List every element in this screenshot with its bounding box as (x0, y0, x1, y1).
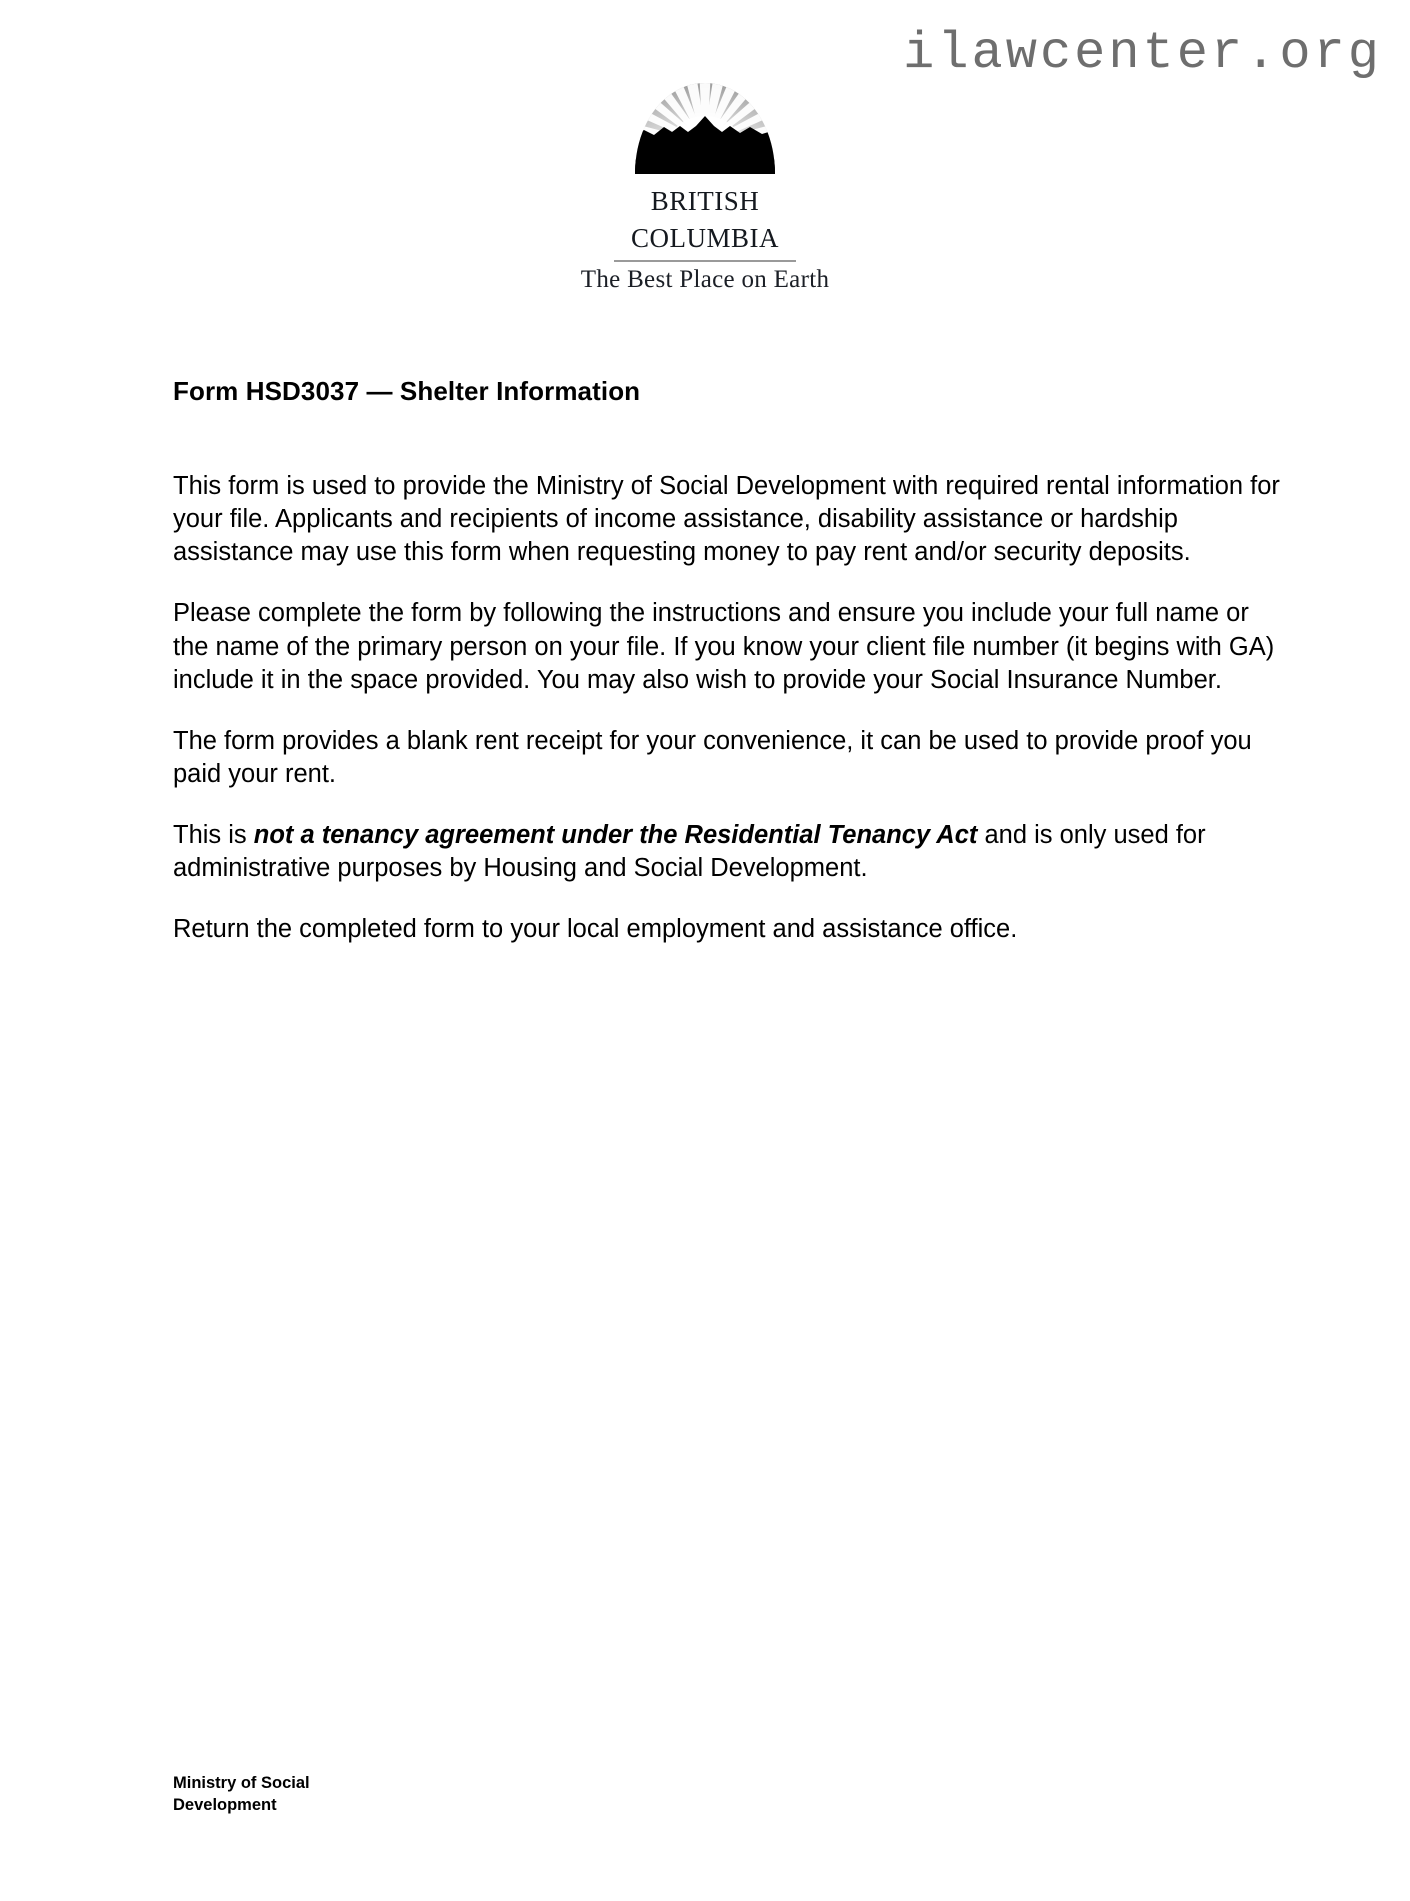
paragraph-1: This form is used to provide the Ministry of Social Development with required rental information for your file. Applicants and recipients of income assistance, disability assistance or hardship assistance may use this form when requesting money to pay rent and/or security deposits. (173, 472, 1280, 567)
bc-wordmark-line1: british (650, 177, 760, 219)
bc-wordmark (0, 177, 1410, 256)
page-title: Form HSD3037 — Shelter Information (173, 376, 641, 406)
paragraph-5: Return the completed form to your local employment and assistance office. (173, 915, 1018, 944)
document-body (173, 470, 1285, 947)
paragraph-4-lead: This is (173, 821, 254, 850)
footer-ministry (173, 1772, 310, 1817)
paragraph-4 (173, 819, 1285, 885)
bc-tagline: The Best Place on Earth (580, 265, 830, 293)
paragraph-4-emphasis: not a tenancy agreement under the Residential Tenancy Act (253, 821, 978, 850)
paragraph-2: Please complete the form by following the instructions and ensure you include your full name or the name of the primary person on your file. If you know your client file number (it begins with GA) include it in the space provided. You may also wish to provide your Social Insurance Number. (173, 599, 1275, 694)
site-watermark: ilawcenter.org (903, 24, 1382, 83)
footer-line-1: Ministry of Social (173, 1774, 310, 1792)
bc-sun-mountains-logo-icon (634, 82, 776, 174)
footer-line-2: Development (173, 1796, 277, 1815)
logo-divider (614, 260, 796, 262)
paragraph-3: The form provides a blank rent receipt for your convenience, it can be used to provide proof you paid your rent. (173, 726, 1252, 788)
bc-wordmark-line2: columbia (630, 213, 779, 256)
bc-logo (0, 82, 1410, 294)
paragraph-4-trail: and is only used for administrative purposes by Housing and Social Development. (173, 821, 1206, 883)
